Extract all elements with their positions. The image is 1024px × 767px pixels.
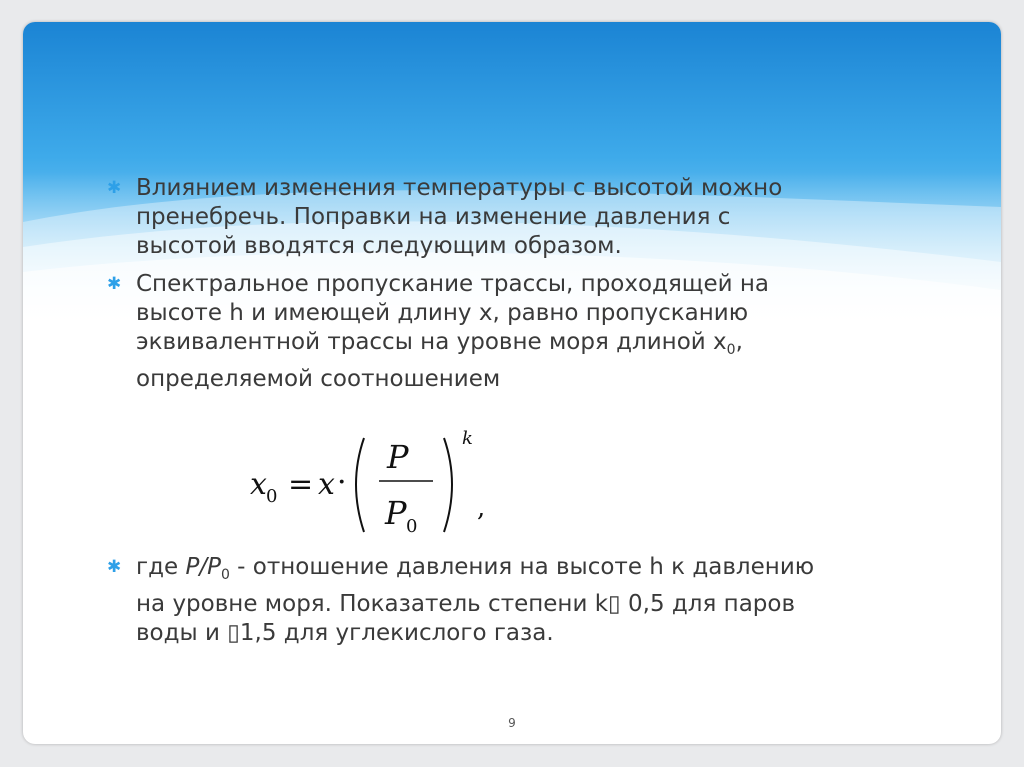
right-paren — [444, 438, 452, 532]
bullet-item-1 — [107, 174, 876, 261]
bullet-1-line-1: Влиянием изменения температуры с высотой можно — [136, 175, 783, 201]
bullet-item-3 — [107, 553, 876, 648]
bullet-3-line-3: воды и ▯1,5 для углекислого газа. — [136, 620, 554, 646]
formula-equals: = — [288, 467, 314, 502]
bullet-3-line-2: на уровне моря. Показатель степени k▯ 0,5 для паров — [136, 591, 796, 617]
asterisk-bullet-icon: ✱ — [107, 557, 122, 577]
formula — [246, 420, 486, 542]
formula-lhs: x — [250, 467, 267, 502]
formula-exponent: k — [462, 428, 473, 449]
asterisk-bullet-icon: ✱ — [107, 274, 122, 294]
bullet-2-line-2: высоте h и имеющей длину x, равно пропусканию — [136, 300, 749, 326]
bullet-2-line-3: эквивалентной трассы на уровне моря длиной $x_0$, — [136, 329, 743, 358]
asterisk-bullet-icon: ✱ — [107, 178, 122, 198]
formula-denominator-subscript: 0 — [406, 516, 418, 537]
formula-lhs-subscript: 0 — [266, 486, 278, 507]
formula-denominator: P — [385, 494, 407, 532]
bullet-3-line-1: где $P/P_0$ - отношение давления на высоте h к давлению — [136, 554, 815, 583]
bullet-1-line-3: высотой вводятся следующим образом. — [136, 233, 622, 259]
bullet-2-line-4: определяемой соотношением — [136, 366, 501, 392]
left-paren — [356, 438, 364, 532]
subscript: 0 — [220, 567, 230, 583]
bullet-2-line-1: Спектральное пропускание трассы, проходящей на — [136, 271, 769, 297]
formula-numerator: P — [387, 438, 409, 476]
formula-dot: · — [337, 465, 347, 500]
bullet-item-2 — [107, 270, 876, 394]
page-number: 9 — [508, 716, 516, 730]
formula-comma: , — [477, 493, 486, 523]
bullet-list — [107, 174, 876, 403]
subscript: 0 — [726, 342, 736, 358]
bullet-1-line-2: пренебречь. Поправки на изменение давления с — [136, 204, 731, 230]
formula-x: x — [318, 467, 335, 502]
